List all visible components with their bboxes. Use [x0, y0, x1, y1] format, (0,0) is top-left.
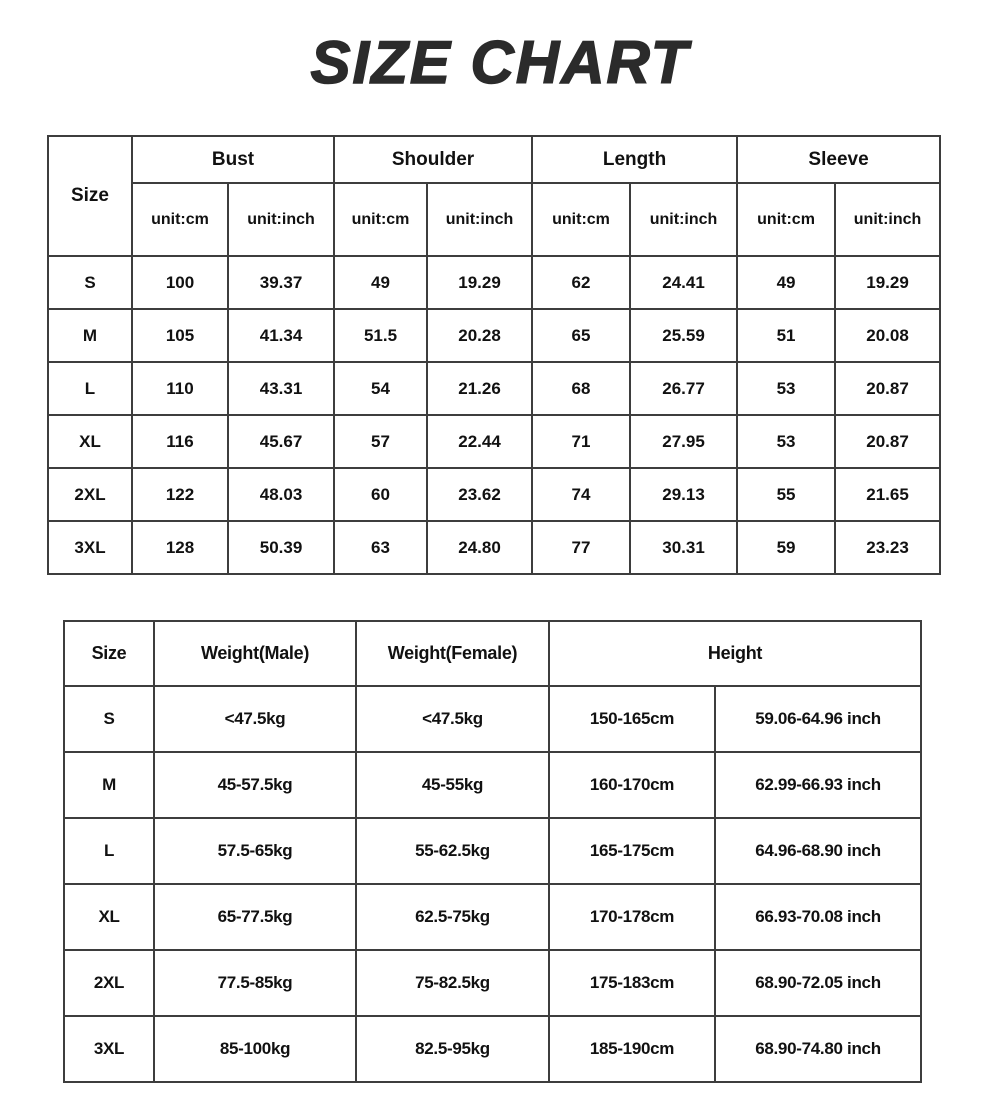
- sleeve-inch-cell: 20.87: [835, 415, 940, 468]
- sleeve-inch-cell: 20.08: [835, 309, 940, 362]
- size-label-cell: 2XL: [48, 468, 132, 521]
- size-label-cell: 3XL: [64, 1016, 154, 1082]
- height-cm-cell: 185-190cm: [549, 1016, 715, 1082]
- size-label-cell: XL: [48, 415, 132, 468]
- length-cm-cell: 62: [532, 256, 630, 309]
- sleeve-inch-cell: 23.23: [835, 521, 940, 574]
- size-corner-header: Size: [48, 136, 132, 256]
- length-inch-cell: 26.77: [630, 362, 737, 415]
- shoulder-inch-cell: 20.28: [427, 309, 532, 362]
- size-label-cell: 2XL: [64, 950, 154, 1016]
- fit-row-3xl: [64, 1016, 921, 1082]
- header-units-row: [48, 183, 940, 256]
- length-inch-cell: 29.13: [630, 468, 737, 521]
- fit-row-s: [64, 686, 921, 752]
- bust-cm-cell: 100: [132, 256, 228, 309]
- sleeve-inch-cell: 20.87: [835, 362, 940, 415]
- sleeve-cm-cell: 53: [737, 362, 835, 415]
- shoulder-cm-cell: 51.5: [334, 309, 427, 362]
- height-header: Height: [549, 621, 921, 686]
- bust-header: Bust: [132, 136, 334, 183]
- height-inch-cell: 68.90-72.05 inch: [715, 950, 921, 1016]
- size-label-cell: S: [64, 686, 154, 752]
- fit-row-l: [64, 818, 921, 884]
- length-cm-cell: 68: [532, 362, 630, 415]
- sleeve-cm-cell: 51: [737, 309, 835, 362]
- length-cm-cell: 74: [532, 468, 630, 521]
- sleeve-cm-cell: 59: [737, 521, 835, 574]
- shoulder-cm-cell: 63: [334, 521, 427, 574]
- bust-cm-cell: 122: [132, 468, 228, 521]
- shoulder-unit-inch-header: unit:inch: [427, 183, 532, 256]
- shoulder-inch-cell: 24.80: [427, 521, 532, 574]
- weight-male-cell: 45-57.5kg: [154, 752, 356, 818]
- length-inch-cell: 24.41: [630, 256, 737, 309]
- sleeve-header: Sleeve: [737, 136, 940, 183]
- length-inch-cell: 25.59: [630, 309, 737, 362]
- bust-cm-cell: 116: [132, 415, 228, 468]
- length-cm-cell: 77: [532, 521, 630, 574]
- length-unit-cm-header: unit:cm: [532, 183, 630, 256]
- length-inch-cell: 27.95: [630, 415, 737, 468]
- weight-male-cell: 77.5-85kg: [154, 950, 356, 1016]
- sleeve-unit-cm-header: unit:cm: [737, 183, 835, 256]
- weight-female-header: Weight(Female): [356, 621, 549, 686]
- bust-inch-cell: 45.67: [228, 415, 334, 468]
- height-inch-cell: 66.93-70.08 inch: [715, 884, 921, 950]
- size-measurements-table: [47, 135, 941, 575]
- length-inch-cell: 30.31: [630, 521, 737, 574]
- size-label-cell: L: [48, 362, 132, 415]
- sleeve-unit-inch-header: unit:inch: [835, 183, 940, 256]
- shoulder-cm-cell: 60: [334, 468, 427, 521]
- shoulder-header: Shoulder: [334, 136, 532, 183]
- sleeve-cm-cell: 49: [737, 256, 835, 309]
- size-label-cell: 3XL: [48, 521, 132, 574]
- fit-row-xl: [64, 884, 921, 950]
- height-inch-cell: 68.90-74.80 inch: [715, 1016, 921, 1082]
- weight-female-cell: 62.5-75kg: [356, 884, 549, 950]
- bust-inch-cell: 48.03: [228, 468, 334, 521]
- height-inch-cell: 64.96-68.90 inch: [715, 818, 921, 884]
- height-cm-cell: 150-165cm: [549, 686, 715, 752]
- bust-unit-inch-header: unit:inch: [228, 183, 334, 256]
- header-group-row: [48, 136, 940, 183]
- shoulder-inch-cell: 23.62: [427, 468, 532, 521]
- measurements-row-3xl: [48, 521, 940, 574]
- bust-inch-cell: 39.37: [228, 256, 334, 309]
- size-label-cell: L: [64, 818, 154, 884]
- height-inch-cell: 59.06-64.96 inch: [715, 686, 921, 752]
- bust-inch-cell: 43.31: [228, 362, 334, 415]
- weight-male-cell: 57.5-65kg: [154, 818, 356, 884]
- shoulder-inch-cell: 22.44: [427, 415, 532, 468]
- weight-male-cell: 85-100kg: [154, 1016, 356, 1082]
- sleeve-inch-cell: 19.29: [835, 256, 940, 309]
- size-label-cell: S: [48, 256, 132, 309]
- size-label-cell: M: [64, 752, 154, 818]
- weight-female-cell: <47.5kg: [356, 686, 549, 752]
- fit-row-2xl: [64, 950, 921, 1016]
- length-cm-cell: 71: [532, 415, 630, 468]
- bust-unit-cm-header: unit:cm: [132, 183, 228, 256]
- weight-female-cell: 82.5-95kg: [356, 1016, 549, 1082]
- sleeve-cm-cell: 55: [737, 468, 835, 521]
- shoulder-cm-cell: 49: [334, 256, 427, 309]
- shoulder-cm-cell: 57: [334, 415, 427, 468]
- weight-female-cell: 55-62.5kg: [356, 818, 549, 884]
- shoulder-unit-cm-header: unit:cm: [334, 183, 427, 256]
- bust-cm-cell: 110: [132, 362, 228, 415]
- shoulder-inch-cell: 19.29: [427, 256, 532, 309]
- length-cm-cell: 65: [532, 309, 630, 362]
- length-header: Length: [532, 136, 737, 183]
- sleeve-inch-cell: 21.65: [835, 468, 940, 521]
- height-cm-cell: 160-170cm: [549, 752, 715, 818]
- bust-cm-cell: 128: [132, 521, 228, 574]
- sleeve-cm-cell: 53: [737, 415, 835, 468]
- measurements-row-xl: [48, 415, 940, 468]
- height-cm-cell: 170-178cm: [549, 884, 715, 950]
- page-title: SIZE CHART: [310, 29, 690, 96]
- height-cm-cell: 175-183cm: [549, 950, 715, 1016]
- weight-female-cell: 45-55kg: [356, 752, 549, 818]
- measurements-row-s: [48, 256, 940, 309]
- bust-cm-cell: 105: [132, 309, 228, 362]
- size-header: Size: [64, 621, 154, 686]
- bust-inch-cell: 41.34: [228, 309, 334, 362]
- weight-height-table: [63, 620, 922, 1083]
- height-cm-cell: 165-175cm: [549, 818, 715, 884]
- fit-row-m: [64, 752, 921, 818]
- measurements-row-m: [48, 309, 940, 362]
- length-unit-inch-header: unit:inch: [630, 183, 737, 256]
- shoulder-cm-cell: 54: [334, 362, 427, 415]
- weight-male-cell: <47.5kg: [154, 686, 356, 752]
- shoulder-inch-cell: 21.26: [427, 362, 532, 415]
- weight-female-cell: 75-82.5kg: [356, 950, 549, 1016]
- size-label-cell: M: [48, 309, 132, 362]
- size-label-cell: XL: [64, 884, 154, 950]
- bust-inch-cell: 50.39: [228, 521, 334, 574]
- measurements-row-l: [48, 362, 940, 415]
- weight-male-cell: 65-77.5kg: [154, 884, 356, 950]
- weight-male-header: Weight(Male): [154, 621, 356, 686]
- fit-header-row: [64, 621, 921, 686]
- height-inch-cell: 62.99-66.93 inch: [715, 752, 921, 818]
- measurements-row-2xl: [48, 468, 940, 521]
